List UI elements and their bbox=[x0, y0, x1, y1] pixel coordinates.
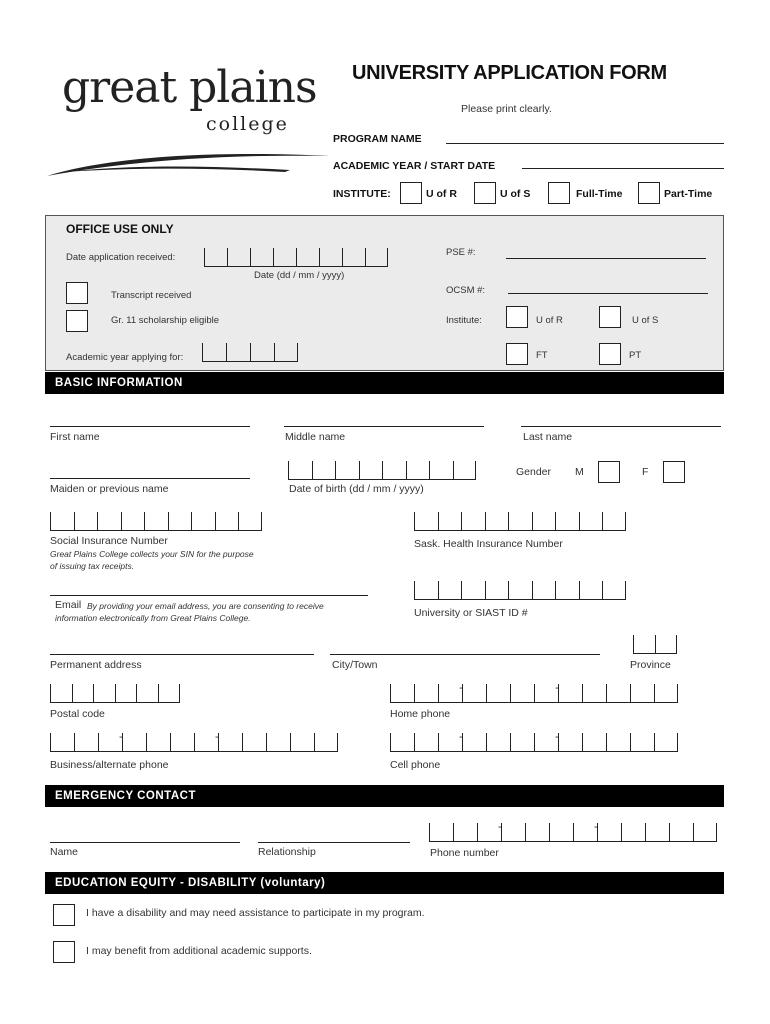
email-note-line1: By providing your email address, you are consenting to receive bbox=[87, 601, 324, 611]
sin-boxes[interactable] bbox=[50, 512, 262, 531]
emergency-name-field[interactable] bbox=[50, 842, 240, 843]
academic-supports-checkbox[interactable] bbox=[53, 941, 75, 963]
transcript-checkbox[interactable] bbox=[66, 282, 88, 304]
maiden-name-label: Maiden or previous name bbox=[50, 483, 169, 495]
email-field[interactable] bbox=[50, 595, 368, 596]
institute-u-of-r-checkbox[interactable] bbox=[400, 182, 422, 204]
health-number-label: Sask. Health Insurance Number bbox=[414, 538, 563, 550]
email-label: Email bbox=[55, 599, 82, 611]
office-ft-checkbox[interactable] bbox=[506, 343, 528, 365]
gender-f-label: F bbox=[642, 466, 649, 478]
date-format-hint: Date (dd / mm / yyyy) bbox=[254, 270, 345, 281]
student-id-boxes[interactable] bbox=[414, 581, 626, 600]
date-received-boxes[interactable] bbox=[204, 248, 388, 267]
gender-m-checkbox[interactable] bbox=[598, 461, 620, 483]
form-subtitle: Please print clearly. bbox=[461, 103, 552, 115]
last-name-label: Last name bbox=[523, 431, 573, 443]
sin-label: Social Insurance Number bbox=[50, 535, 168, 547]
cell-phone-boxes[interactable] bbox=[390, 733, 678, 752]
institute-u-of-s-label: U of S bbox=[500, 188, 531, 200]
health-number-boxes[interactable] bbox=[414, 512, 626, 531]
gender-label: Gender bbox=[516, 466, 552, 478]
logo-swoosh bbox=[45, 148, 335, 180]
first-name-label: First name bbox=[50, 431, 100, 443]
part-time-checkbox[interactable] bbox=[638, 182, 660, 204]
cell-phone-label: Cell phone bbox=[390, 759, 441, 771]
scholarship-label: Gr. 11 scholarship eligible bbox=[111, 315, 220, 326]
middle-name-label: Middle name bbox=[285, 431, 346, 443]
academic-year-boxes[interactable] bbox=[202, 343, 298, 362]
office-u-of-r-label: U of R bbox=[536, 315, 563, 326]
ocsm-field[interactable] bbox=[508, 293, 708, 294]
college-logo-sub: college bbox=[206, 113, 289, 135]
business-phone-boxes[interactable] bbox=[50, 733, 338, 752]
full-time-checkbox[interactable] bbox=[548, 182, 570, 204]
transcript-label: Transcript received bbox=[111, 290, 192, 301]
address-label: Permanent address bbox=[50, 659, 142, 671]
date-received-label: Date application received: bbox=[66, 252, 176, 263]
city-label: City/Town bbox=[332, 659, 378, 671]
student-id-label: University or SIAST ID # bbox=[414, 607, 528, 619]
ocsm-label: OCSM #: bbox=[446, 285, 486, 296]
postal-code-label: Postal code bbox=[50, 708, 105, 720]
relationship-field[interactable] bbox=[258, 842, 410, 843]
emergency-name-label: Name bbox=[50, 846, 79, 858]
institute-label: INSTITUTE: bbox=[333, 188, 391, 200]
academic-year-label: ACADEMIC YEAR / START DATE bbox=[333, 160, 496, 172]
pse-field[interactable] bbox=[506, 258, 706, 259]
office-institute-label: Institute: bbox=[446, 315, 482, 326]
city-field[interactable] bbox=[330, 654, 600, 655]
office-pt-checkbox[interactable] bbox=[599, 343, 621, 365]
business-phone-label: Business/alternate phone bbox=[50, 759, 169, 771]
emergency-phone-boxes[interactable] bbox=[429, 823, 717, 842]
dob-label: Date of birth (dd / mm / yyyy) bbox=[289, 483, 424, 495]
program-name-label: PROGRAM NAME bbox=[333, 133, 422, 145]
dob-boxes[interactable] bbox=[288, 461, 476, 480]
emergency-contact-heading: EMERGENCY CONTACT bbox=[45, 785, 724, 807]
home-phone-boxes[interactable] bbox=[390, 684, 678, 703]
form-title: UNIVERSITY APPLICATION FORM bbox=[352, 62, 667, 84]
relationship-label: Relationship bbox=[258, 846, 316, 858]
office-u-of-r-checkbox[interactable] bbox=[506, 306, 528, 328]
emergency-phone-label: Phone number bbox=[430, 847, 499, 859]
gender-f-checkbox[interactable] bbox=[663, 461, 685, 483]
email-note-line2: information electronically from Great Plains College. bbox=[55, 613, 251, 623]
middle-name-field[interactable] bbox=[284, 426, 484, 427]
office-u-of-s-label: U of S bbox=[632, 315, 659, 326]
office-heading: OFFICE USE ONLY bbox=[66, 222, 174, 236]
postal-code-boxes[interactable] bbox=[50, 684, 180, 703]
disability-assistance-label: I have a disability and may need assistance to participate in my program. bbox=[86, 907, 425, 919]
office-pt-label: PT bbox=[629, 350, 642, 361]
institute-u-of-r-label: U of R bbox=[426, 188, 457, 200]
program-name-field[interactable] bbox=[446, 143, 724, 144]
maiden-name-field[interactable] bbox=[50, 478, 250, 479]
province-label: Province bbox=[630, 659, 671, 671]
sin-note-line2: of issuing tax receipts. bbox=[50, 561, 135, 571]
pse-label: PSE #: bbox=[446, 247, 476, 258]
college-logo: great plains bbox=[62, 62, 317, 113]
education-equity-heading: EDUCATION EQUITY - DISABILITY (voluntary) bbox=[45, 872, 724, 894]
full-time-label: Full-Time bbox=[576, 188, 623, 200]
disability-assistance-checkbox[interactable] bbox=[53, 904, 75, 926]
province-boxes[interactable] bbox=[633, 635, 677, 654]
basic-information-heading: BASIC INFORMATION bbox=[45, 372, 724, 394]
home-phone-label: Home phone bbox=[390, 708, 451, 720]
address-field[interactable] bbox=[50, 654, 314, 655]
part-time-label: Part-Time bbox=[664, 188, 713, 200]
office-ft-label: FT bbox=[536, 350, 548, 361]
institute-u-of-s-checkbox[interactable] bbox=[474, 182, 496, 204]
gender-m-label: M bbox=[575, 466, 584, 478]
first-name-field[interactable] bbox=[50, 426, 250, 427]
sin-note-line1: Great Plains College collects your SIN for the purpose bbox=[50, 549, 254, 559]
academic-year-applying-label: Academic year applying for: bbox=[66, 352, 184, 363]
last-name-field[interactable] bbox=[521, 426, 721, 427]
academic-supports-label: I may benefit from additional academic supports. bbox=[86, 945, 312, 957]
office-u-of-s-checkbox[interactable] bbox=[599, 306, 621, 328]
scholarship-checkbox[interactable] bbox=[66, 310, 88, 332]
academic-year-field[interactable] bbox=[522, 168, 724, 169]
